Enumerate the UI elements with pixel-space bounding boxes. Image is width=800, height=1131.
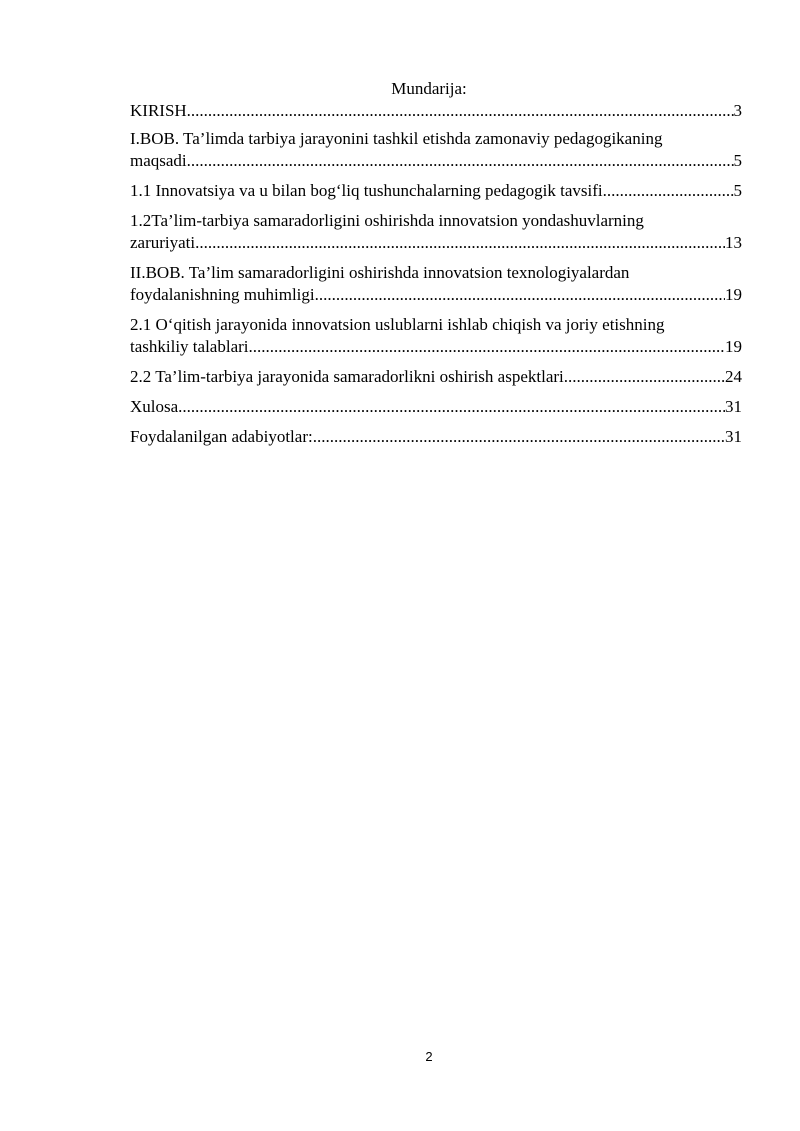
toc-entry-label-line1: 2.1 O‘qitish jarayonida innovatsion uslublarni ishlab chiqish va joriy etishning (130, 315, 665, 334)
dot-leader (249, 336, 726, 358)
dot-leader (187, 100, 734, 122)
toc-entry-page: 24 (725, 367, 742, 386)
dot-leader (564, 366, 725, 388)
table-of-contents (130, 100, 742, 456)
toc-entry-page: 19 (725, 285, 742, 304)
toc-title: Mundarija: (391, 79, 467, 98)
dot-leader (178, 396, 725, 418)
toc-entry-page: 5 (733, 181, 742, 200)
toc-entry-label: tashkiliy talablari (130, 337, 249, 356)
toc-entry-label-line1: II.BOB. Ta’lim samaradorligini oshirishda innovatsion texnologiyalardan (130, 263, 630, 282)
toc-entry-label-line1: I.BOB. Ta’limda tarbiya jarayonini tashkil etishda zamonaviy pedagogikaning (130, 129, 663, 148)
toc-entry-adabiyotlar[interactable] (130, 426, 742, 448)
toc-entry-label: Foydalanilgan adabiyotlar: (130, 427, 313, 446)
toc-entry-page: 13 (725, 233, 742, 252)
toc-entry-label: KIRISH (130, 101, 187, 120)
dot-leader (315, 284, 725, 306)
toc-entry-2-1[interactable] (130, 314, 742, 358)
toc-entry-kirish[interactable] (130, 100, 742, 122)
toc-entry-page: 3 (733, 101, 742, 120)
toc-entry-1-2[interactable] (130, 210, 742, 254)
toc-entry-page: 5 (733, 151, 742, 170)
toc-entry-label: maqsadi (130, 151, 187, 170)
toc-entry-label: Xulosa (130, 397, 179, 416)
dot-leader (187, 150, 734, 172)
toc-entry-page: 31 (725, 397, 742, 416)
toc-entry-1-1[interactable] (130, 180, 742, 202)
toc-entry-page: 19 (725, 337, 742, 356)
toc-entry-2-2[interactable] (130, 366, 742, 388)
toc-entry-label: 2.2 Ta’lim-tarbiya jarayonida samaradorlikni oshirish aspektlari (130, 367, 564, 386)
toc-entry-xulosa[interactable] (130, 396, 742, 418)
dot-leader (313, 426, 725, 448)
page-number: 2 (425, 1049, 433, 1064)
toc-entry-page: 31 (725, 427, 742, 446)
dot-leader (195, 232, 725, 254)
toc-entry-label: zaruriyati (130, 233, 196, 252)
toc-entry-bob-1[interactable] (130, 128, 742, 172)
toc-entry-label: foydalanishning muhimligi (130, 285, 315, 304)
toc-entry-label: 1.1 Innovatsiya va u bilan bog‘liq tushunchalarning pedagogik tavsifi (130, 181, 603, 200)
toc-entry-bob-2[interactable] (130, 262, 742, 306)
dot-leader (603, 180, 734, 202)
toc-entry-label-line1: 1.2Ta’lim-tarbiya samaradorligini oshirishda innovatsion yondashuvlarning (130, 211, 644, 230)
